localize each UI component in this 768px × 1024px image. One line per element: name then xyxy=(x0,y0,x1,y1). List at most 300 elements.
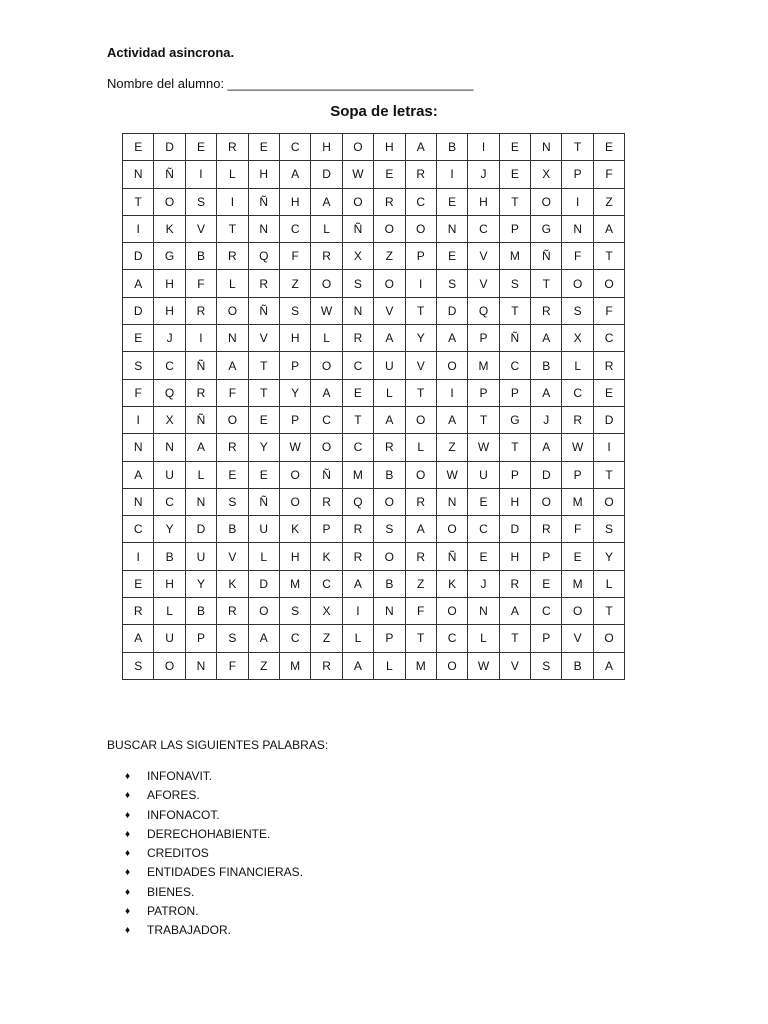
grid-cell: B xyxy=(185,243,216,270)
grid-cell: V xyxy=(405,352,436,379)
grid-cell: A xyxy=(311,188,342,215)
grid-cell: I xyxy=(436,161,467,188)
grid-cell: C xyxy=(405,188,436,215)
grid-cell: X xyxy=(562,325,593,352)
grid-cell: T xyxy=(248,352,279,379)
grid-cell: A xyxy=(531,379,562,406)
grid-cell: X xyxy=(154,406,185,433)
grid-cell: E xyxy=(217,461,248,488)
grid-cell: P xyxy=(562,461,593,488)
grid-cell: O xyxy=(217,406,248,433)
grid-cell: I xyxy=(185,161,216,188)
grid-cell: R xyxy=(374,188,405,215)
grid-cell: H xyxy=(468,188,499,215)
grid-cell: M xyxy=(279,570,310,597)
grid-cell: T xyxy=(405,625,436,652)
diamond-bullet-icon: ♦ xyxy=(125,848,131,860)
grid-cell: E xyxy=(248,461,279,488)
word-text: INFONAVIT. xyxy=(147,769,213,783)
grid-cell: Q xyxy=(342,488,373,515)
grid-cell: H xyxy=(279,543,310,570)
diamond-bullet-icon: ♦ xyxy=(125,886,131,898)
grid-cell: G xyxy=(499,406,530,433)
grid-cell: Z xyxy=(279,270,310,297)
grid-cell: Y xyxy=(405,325,436,352)
grid-cell: C xyxy=(154,352,185,379)
grid-cell: E xyxy=(468,543,499,570)
grid-cell: R xyxy=(185,379,216,406)
grid-cell: H xyxy=(499,488,530,515)
grid-cell: H xyxy=(154,270,185,297)
grid-cell: T xyxy=(217,215,248,242)
grid-cell: W xyxy=(279,434,310,461)
grid-cell: E xyxy=(499,134,530,161)
diamond-bullet-icon: ♦ xyxy=(125,809,131,821)
grid-cell: C xyxy=(311,406,342,433)
grid-row xyxy=(123,598,625,625)
grid-cell: U xyxy=(248,516,279,543)
grid-cell: M xyxy=(562,488,593,515)
grid-cell: S xyxy=(436,270,467,297)
grid-cell: S xyxy=(123,652,154,679)
list-item xyxy=(125,844,303,863)
grid-cell: T xyxy=(499,434,530,461)
grid-row xyxy=(123,352,625,379)
grid-cell: V xyxy=(217,543,248,570)
grid-cell: S xyxy=(593,516,624,543)
word-text: BIENES. xyxy=(147,884,195,899)
grid-cell: P xyxy=(531,543,562,570)
grid-cell: L xyxy=(217,270,248,297)
grid-cell: E xyxy=(374,161,405,188)
grid-row xyxy=(123,215,625,242)
word-text: AFORES. xyxy=(147,788,200,803)
grid-cell: L xyxy=(311,325,342,352)
grid-cell: D xyxy=(123,243,154,270)
grid-row xyxy=(123,516,625,543)
grid-row xyxy=(123,488,625,515)
grid-cell: R xyxy=(342,543,373,570)
grid-cell: C xyxy=(123,516,154,543)
grid-cell: N xyxy=(123,488,154,515)
grid-cell: R xyxy=(342,516,373,543)
grid-cell: P xyxy=(311,516,342,543)
grid-cell: F xyxy=(562,516,593,543)
word-text: TRABAJADOR. xyxy=(147,923,232,938)
grid-cell: C xyxy=(311,570,342,597)
grid-cell: P xyxy=(405,243,436,270)
grid-cell: R xyxy=(248,270,279,297)
grid-cell: S xyxy=(531,652,562,679)
grid-cell: T xyxy=(531,270,562,297)
grid-cell: P xyxy=(531,625,562,652)
grid-cell: T xyxy=(593,461,624,488)
grid-cell: Y xyxy=(185,570,216,597)
grid-row xyxy=(123,406,625,433)
grid-cell: T xyxy=(499,188,530,215)
grid-cell: E xyxy=(499,161,530,188)
grid-cell: E xyxy=(123,570,154,597)
grid-cell: N xyxy=(531,134,562,161)
grid-cell: L xyxy=(405,434,436,461)
grid-cell: I xyxy=(436,379,467,406)
grid-cell: J xyxy=(468,161,499,188)
grid-cell: S xyxy=(123,352,154,379)
grid-cell: R xyxy=(185,297,216,324)
grid-cell: O xyxy=(154,188,185,215)
grid-cell: O xyxy=(436,516,467,543)
grid-row xyxy=(123,243,625,270)
grid-cell: E xyxy=(468,488,499,515)
grid-cell: I xyxy=(123,543,154,570)
grid-cell: A xyxy=(499,598,530,625)
grid-cell: N xyxy=(468,598,499,625)
grid-cell: K xyxy=(436,570,467,597)
grid-cell: Q xyxy=(248,243,279,270)
grid-cell: P xyxy=(499,215,530,242)
grid-cell: I xyxy=(562,188,593,215)
grid-cell: D xyxy=(248,570,279,597)
grid-cell: E xyxy=(248,134,279,161)
grid-cell: J xyxy=(154,325,185,352)
grid-cell: H xyxy=(279,188,310,215)
grid-cell: R xyxy=(405,161,436,188)
grid-cell: V xyxy=(248,325,279,352)
grid-cell: A xyxy=(217,352,248,379)
grid-cell: A xyxy=(311,379,342,406)
grid-cell: Z xyxy=(311,625,342,652)
word-text: ENTIDADES FINANCIERAS. xyxy=(147,865,304,880)
grid-cell: O xyxy=(374,215,405,242)
grid-cell: W xyxy=(342,161,373,188)
grid-cell: B xyxy=(185,598,216,625)
grid-cell: Ñ xyxy=(154,161,185,188)
grid-cell: E xyxy=(593,379,624,406)
grid-cell: O xyxy=(374,543,405,570)
grid-cell: R xyxy=(311,488,342,515)
grid-cell: Ñ xyxy=(248,188,279,215)
grid-cell: R xyxy=(217,134,248,161)
grid-cell: A xyxy=(374,325,405,352)
grid-cell: T xyxy=(405,379,436,406)
grid-cell: E xyxy=(436,243,467,270)
grid-cell: T xyxy=(593,243,624,270)
grid-cell: O xyxy=(562,598,593,625)
list-item xyxy=(125,767,303,786)
grid-cell: D xyxy=(436,297,467,324)
grid-cell: S xyxy=(342,270,373,297)
grid-cell: H xyxy=(279,325,310,352)
grid-cell: L xyxy=(374,652,405,679)
grid-cell: L xyxy=(154,598,185,625)
grid-cell: F xyxy=(217,652,248,679)
grid-cell: D xyxy=(593,406,624,433)
grid-cell: A xyxy=(405,516,436,543)
grid-cell: V xyxy=(185,215,216,242)
grid-cell: F xyxy=(405,598,436,625)
grid-cell: R xyxy=(342,325,373,352)
grid-cell: B xyxy=(217,516,248,543)
grid-cell: A xyxy=(593,215,624,242)
grid-cell: O xyxy=(154,652,185,679)
word-list xyxy=(125,767,303,941)
grid-cell: P xyxy=(374,625,405,652)
grid-cell: I xyxy=(185,325,216,352)
grid-cell: M xyxy=(468,352,499,379)
grid-cell: S xyxy=(217,488,248,515)
grid-cell: O xyxy=(436,352,467,379)
grid-cell: C xyxy=(279,134,310,161)
grid-cell: T xyxy=(248,379,279,406)
grid-cell: P xyxy=(185,625,216,652)
grid-cell: D xyxy=(123,297,154,324)
grid-row xyxy=(123,461,625,488)
grid-cell: A xyxy=(342,652,373,679)
grid-cell: C xyxy=(499,352,530,379)
grid-row xyxy=(123,652,625,679)
grid-cell: G xyxy=(154,243,185,270)
grid-cell: R xyxy=(217,434,248,461)
grid-cell: V xyxy=(499,652,530,679)
grid-cell: U xyxy=(374,352,405,379)
grid-cell: A xyxy=(342,570,373,597)
grid-cell: O xyxy=(311,352,342,379)
grid-row xyxy=(123,134,625,161)
grid-cell: N xyxy=(562,215,593,242)
grid-cell: C xyxy=(279,215,310,242)
grid-cell: Z xyxy=(593,188,624,215)
grid-cell: L xyxy=(468,625,499,652)
grid-cell: H xyxy=(311,134,342,161)
grid-cell: Z xyxy=(436,434,467,461)
grid-cell: D xyxy=(531,461,562,488)
grid-cell: L xyxy=(311,215,342,242)
grid-cell: E xyxy=(562,543,593,570)
grid-cell: N xyxy=(342,297,373,324)
grid-cell: D xyxy=(499,516,530,543)
grid-cell: C xyxy=(468,516,499,543)
grid-cell: W xyxy=(468,652,499,679)
grid-cell: I xyxy=(217,188,248,215)
grid-row xyxy=(123,570,625,597)
grid-cell: B xyxy=(436,134,467,161)
grid-cell: T xyxy=(499,297,530,324)
grid-cell: L xyxy=(217,161,248,188)
grid-cell: Y xyxy=(154,516,185,543)
grid-cell: O xyxy=(531,188,562,215)
list-item xyxy=(125,883,303,902)
grid-cell: P xyxy=(468,325,499,352)
word-search-grid xyxy=(122,133,625,680)
grid-cell: O xyxy=(311,270,342,297)
grid-cell: J xyxy=(468,570,499,597)
grid-cell: S xyxy=(185,188,216,215)
grid-cell: L xyxy=(374,379,405,406)
grid-cell: E xyxy=(593,134,624,161)
grid-cell: K xyxy=(311,543,342,570)
grid-cell: Q xyxy=(154,379,185,406)
grid-cell: P xyxy=(499,461,530,488)
grid-cell: M xyxy=(499,243,530,270)
grid-cell: M xyxy=(405,652,436,679)
grid-cell: Y xyxy=(593,543,624,570)
grid-cell: A xyxy=(279,161,310,188)
grid-cell: R xyxy=(562,406,593,433)
grid-row xyxy=(123,188,625,215)
grid-cell: Ñ xyxy=(499,325,530,352)
grid-cell: C xyxy=(342,434,373,461)
grid-cell: R xyxy=(531,516,562,543)
grid-cell: F xyxy=(123,379,154,406)
grid-cell: N xyxy=(217,325,248,352)
grid-cell: X xyxy=(531,161,562,188)
grid-row xyxy=(123,379,625,406)
grid-cell: K xyxy=(279,516,310,543)
grid-cell: J xyxy=(531,406,562,433)
grid-cell: N xyxy=(185,488,216,515)
grid-cell: Z xyxy=(248,652,279,679)
grid-cell: I xyxy=(342,598,373,625)
grid-cell: O xyxy=(593,625,624,652)
grid-cell: W xyxy=(468,434,499,461)
grid-cell: C xyxy=(154,488,185,515)
grid-cell: O xyxy=(593,488,624,515)
grid-cell: O xyxy=(217,297,248,324)
grid-cell: X xyxy=(342,243,373,270)
grid-cell: D xyxy=(185,516,216,543)
grid-cell: R xyxy=(311,652,342,679)
grid-cell: T xyxy=(562,134,593,161)
grid-cell: F xyxy=(185,270,216,297)
grid-cell: Ñ xyxy=(185,352,216,379)
grid-cell: L xyxy=(342,625,373,652)
grid-cell: C xyxy=(562,379,593,406)
grid-cell: B xyxy=(374,570,405,597)
grid-row xyxy=(123,625,625,652)
grid-cell: R xyxy=(405,488,436,515)
grid-cell: F xyxy=(562,243,593,270)
grid-cell: L xyxy=(248,543,279,570)
grid-cell: C xyxy=(436,625,467,652)
grid-cell: B xyxy=(154,543,185,570)
grid-cell: T xyxy=(342,406,373,433)
grid-cell: C xyxy=(468,215,499,242)
grid-cell: R xyxy=(217,243,248,270)
grid-cell: P xyxy=(499,379,530,406)
list-item xyxy=(125,863,303,882)
grid-cell: A xyxy=(185,434,216,461)
grid-cell: O xyxy=(311,434,342,461)
grid-cell: E xyxy=(123,134,154,161)
grid-cell: T xyxy=(123,188,154,215)
grid-cell: C xyxy=(342,352,373,379)
grid-cell: U xyxy=(154,461,185,488)
grid-cell: I xyxy=(468,134,499,161)
grid-cell: I xyxy=(593,434,624,461)
grid-cell: V xyxy=(374,297,405,324)
grid-cell: H xyxy=(248,161,279,188)
grid-cell: R xyxy=(499,570,530,597)
grid-cell: A xyxy=(123,270,154,297)
diamond-bullet-icon: ♦ xyxy=(125,790,131,802)
grid-cell: E xyxy=(342,379,373,406)
grid-cell: O xyxy=(248,598,279,625)
grid-cell: R xyxy=(311,243,342,270)
grid-cell: O xyxy=(342,134,373,161)
grid-cell: U xyxy=(185,543,216,570)
grid-cell: N xyxy=(436,488,467,515)
diamond-bullet-icon: ♦ xyxy=(125,906,131,918)
grid-cell: O xyxy=(436,598,467,625)
diamond-bullet-icon: ♦ xyxy=(125,925,131,937)
grid-cell: P xyxy=(279,406,310,433)
grid-cell: N xyxy=(123,434,154,461)
list-item xyxy=(125,825,303,844)
grid-cell: M xyxy=(342,461,373,488)
grid-cell: R xyxy=(217,598,248,625)
word-text: CREDITOS xyxy=(147,846,209,861)
grid-cell: N xyxy=(154,434,185,461)
grid-cell: Q xyxy=(468,297,499,324)
grid-cell: A xyxy=(436,325,467,352)
grid-cell: M xyxy=(562,570,593,597)
grid-cell: A xyxy=(436,406,467,433)
grid-row xyxy=(123,297,625,324)
grid-cell: A xyxy=(405,134,436,161)
grid-cell: K xyxy=(154,215,185,242)
grid-cell: R xyxy=(405,543,436,570)
grid-cell: O xyxy=(279,461,310,488)
grid-cell: P xyxy=(468,379,499,406)
grid-cell: R xyxy=(374,434,405,461)
grid-cell: A xyxy=(593,652,624,679)
grid-cell: O xyxy=(405,215,436,242)
grid-cell: F xyxy=(593,161,624,188)
grid-cell: W xyxy=(311,297,342,324)
grid-cell: O xyxy=(405,461,436,488)
list-item xyxy=(125,806,303,825)
grid-cell: Ñ xyxy=(342,215,373,242)
grid-cell: Ñ xyxy=(248,297,279,324)
grid-cell: H xyxy=(499,543,530,570)
grid-cell: A xyxy=(531,434,562,461)
grid-cell: Ñ xyxy=(531,243,562,270)
grid-cell: B xyxy=(531,352,562,379)
grid-cell: I xyxy=(123,406,154,433)
diamond-bullet-icon: ♦ xyxy=(125,867,131,879)
grid-cell: Y xyxy=(279,379,310,406)
grid-cell: O xyxy=(562,270,593,297)
grid-cell: E xyxy=(123,325,154,352)
page-title: Sopa de letras: xyxy=(330,103,438,120)
grid-cell: B xyxy=(562,652,593,679)
grid-row xyxy=(123,543,625,570)
grid-cell: F xyxy=(217,379,248,406)
grid-cell: E xyxy=(531,570,562,597)
grid-cell: I xyxy=(405,270,436,297)
grid-cell: N xyxy=(374,598,405,625)
grid-cell: E xyxy=(185,134,216,161)
grid-cell: N xyxy=(436,215,467,242)
grid-cell: O xyxy=(374,270,405,297)
word-text: INFONACOT. xyxy=(147,807,220,822)
grid-cell: C xyxy=(593,325,624,352)
grid-cell: H xyxy=(154,570,185,597)
grid-cell: F xyxy=(279,243,310,270)
grid-cell: L xyxy=(185,461,216,488)
diamond-bullet-icon: ♦ xyxy=(125,771,131,782)
grid-cell: H xyxy=(374,134,405,161)
